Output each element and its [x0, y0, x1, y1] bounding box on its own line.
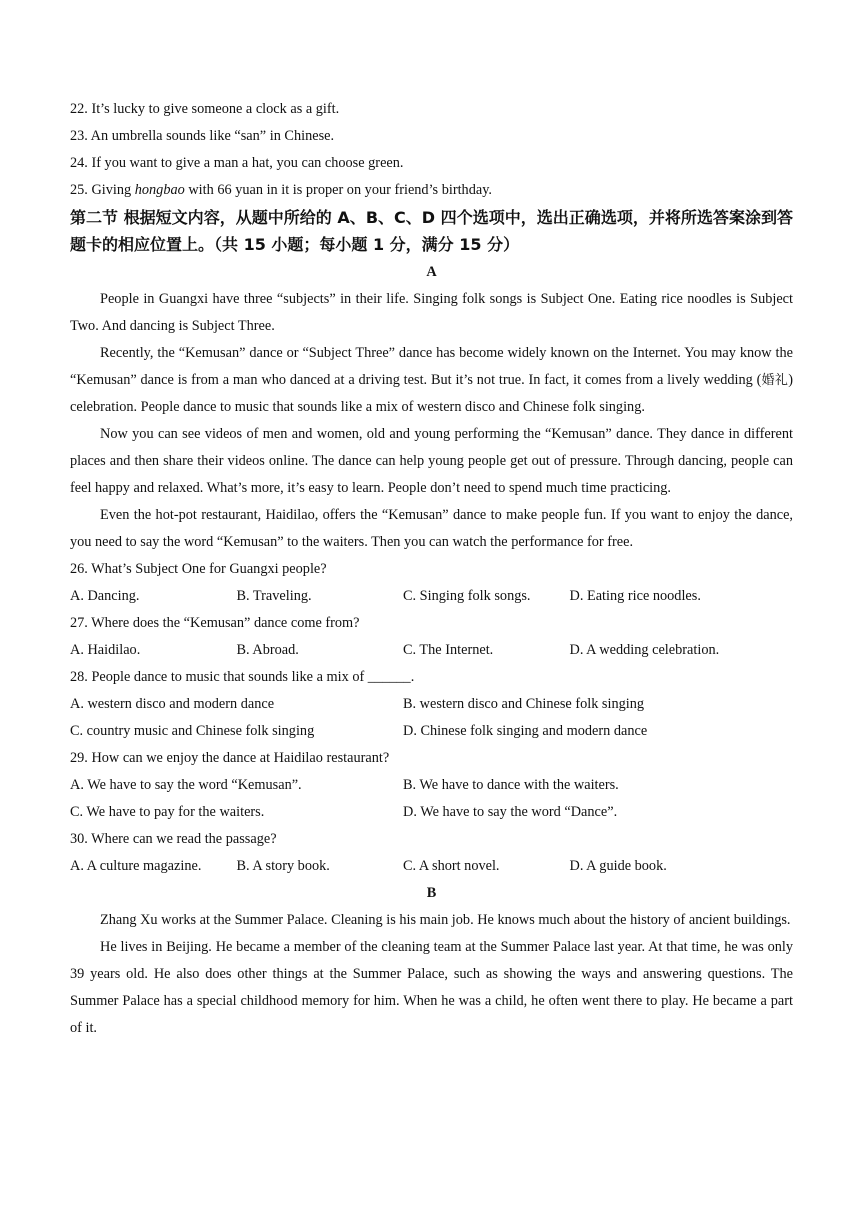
- option-c: C. Singing folk songs.: [403, 588, 531, 604]
- statement-25: [70, 177, 793, 204]
- option-b: B. Traveling.: [236, 588, 312, 604]
- option-d: D. Eating rice noodles.: [569, 588, 701, 604]
- question-29-options-row-2: [70, 799, 793, 826]
- passage-a-paragraph-4: Even the hot-pot restaurant, Haidilao, offers the “Kemusan” dance to make people fun. If you want to enjoy the dance, you need to say the word “Kemusan” to the waiters. Then you can watch the performance for free.: [70, 507, 793, 550]
- option-d: D. We have to say the word “Dance”.: [403, 804, 618, 820]
- question-27-options: [70, 637, 793, 664]
- option-a: A. A culture magazine.: [70, 858, 202, 874]
- passage-a-p2-after: ) celebration. People dance to music that sounds like a mix of western disco and Chinese folk singing.: [70, 372, 793, 415]
- option-d: D. A wedding celebration.: [569, 642, 720, 658]
- passage-b-paragraph-2: He lives in Beijing. He became a member of the cleaning team at the Summer Palace last year. At that time, he was only 39 years old. He also does other things at the Summer Palace, such as showing the ways and answering questions. The Summer Palace has a special childhood memory for him. When he was a child, he often went there to play. He became a part of it.: [70, 939, 793, 1036]
- passage-b-label: B: [426, 885, 437, 901]
- question-29-options-row-1: [70, 772, 793, 799]
- question-30-stem: 30. Where can we read the passage?: [70, 831, 277, 847]
- option-b: B. We have to dance with the waiters.: [403, 777, 619, 793]
- question-27-stem: 27. Where does the “Kemusan” dance come from?: [70, 615, 360, 631]
- question-28-options-row-1: [70, 691, 793, 718]
- question-29-stem: 29. How can we enjoy the dance at Haidilao restaurant?: [70, 750, 390, 766]
- passage-a-paragraph-2: [70, 340, 793, 421]
- question-26-stem: 26. What’s Subject One for Guangxi people?: [70, 561, 327, 577]
- passage-b-paragraph-1: Zhang Xu works at the Summer Palace. Cleaning is his main job. He knows much about the history of ancient buildings.: [100, 912, 791, 928]
- option-c: C. country music and Chinese folk singing: [70, 723, 315, 739]
- passage-a-p2-cjk-gloss: 婚礼: [761, 373, 789, 388]
- option-d: D. Chinese folk singing and modern dance: [403, 723, 648, 739]
- statement-25-after: with 66 yuan in it is proper on your friend’s birthday.: [184, 182, 492, 198]
- passage-a-label: A: [426, 264, 437, 280]
- option-c: C. We have to pay for the waiters.: [70, 804, 265, 820]
- statement-25-before: 25. Giving: [70, 182, 135, 198]
- option-b: B. western disco and Chinese folk singing: [403, 696, 645, 712]
- statement-25-italic: hongbao: [134, 182, 185, 198]
- option-c: C. A short novel.: [403, 858, 500, 874]
- exam-page: [70, 96, 793, 1042]
- passage-a-p2-before: Recently, the “Kemusan” dance or “Subject Three” dance has become widely known on the Internet. You may know the “Kemusan” dance is from a man who danced at a driving test. But it’s not true. In fact, it comes from a lively wedding (: [70, 345, 793, 388]
- section-two-heading: 第二节 根据短文内容，从题中所给的 A、B、C、D 四个选项中，选出正确选项，并将所选答案涂到答题卡的相应位置上。（共 15 小题；每小题 1 分，满分 15 分）: [70, 208, 793, 254]
- passage-a-paragraph-3: Now you can see videos of men and women, old and young performing the “Kemusan” dance. They dance in different places and then share their videos online. The dance can help young people get out of pressure. Through dancing, people can feel happy and relaxed. What’s more, it’s easy to learn. People don’t need to spend much time practicing.: [70, 426, 793, 496]
- option-a: A. western disco and modern dance: [70, 696, 275, 712]
- statement-23: 23. An umbrella sounds like “san” in Chinese.: [70, 128, 335, 144]
- question-30-options: [70, 853, 793, 880]
- question-28-options-row-2: [70, 718, 793, 745]
- statement-22: 22. It’s lucky to give someone a clock as a gift.: [70, 101, 340, 117]
- option-b: B. A story book.: [236, 858, 330, 874]
- passage-a-paragraph-1: People in Guangxi have three “subjects” in their life. Singing folk songs is Subject One. Eating rice noodles is Subject Two. And dancing is Subject Three.: [70, 291, 793, 334]
- question-28-stem: 28. People dance to music that sounds like a mix of ______.: [70, 669, 415, 685]
- option-a: A. Dancing.: [70, 588, 140, 604]
- option-a: A. Haidilao.: [70, 642, 141, 658]
- question-26-options: [70, 583, 793, 610]
- option-d: D. A guide book.: [569, 858, 667, 874]
- statement-24: 24. If you want to give a man a hat, you can choose green.: [70, 155, 404, 171]
- option-b: B. Abroad.: [236, 642, 299, 658]
- option-a: A. We have to say the word “Kemusan”.: [70, 777, 302, 793]
- option-c: C. The Internet.: [403, 642, 494, 658]
